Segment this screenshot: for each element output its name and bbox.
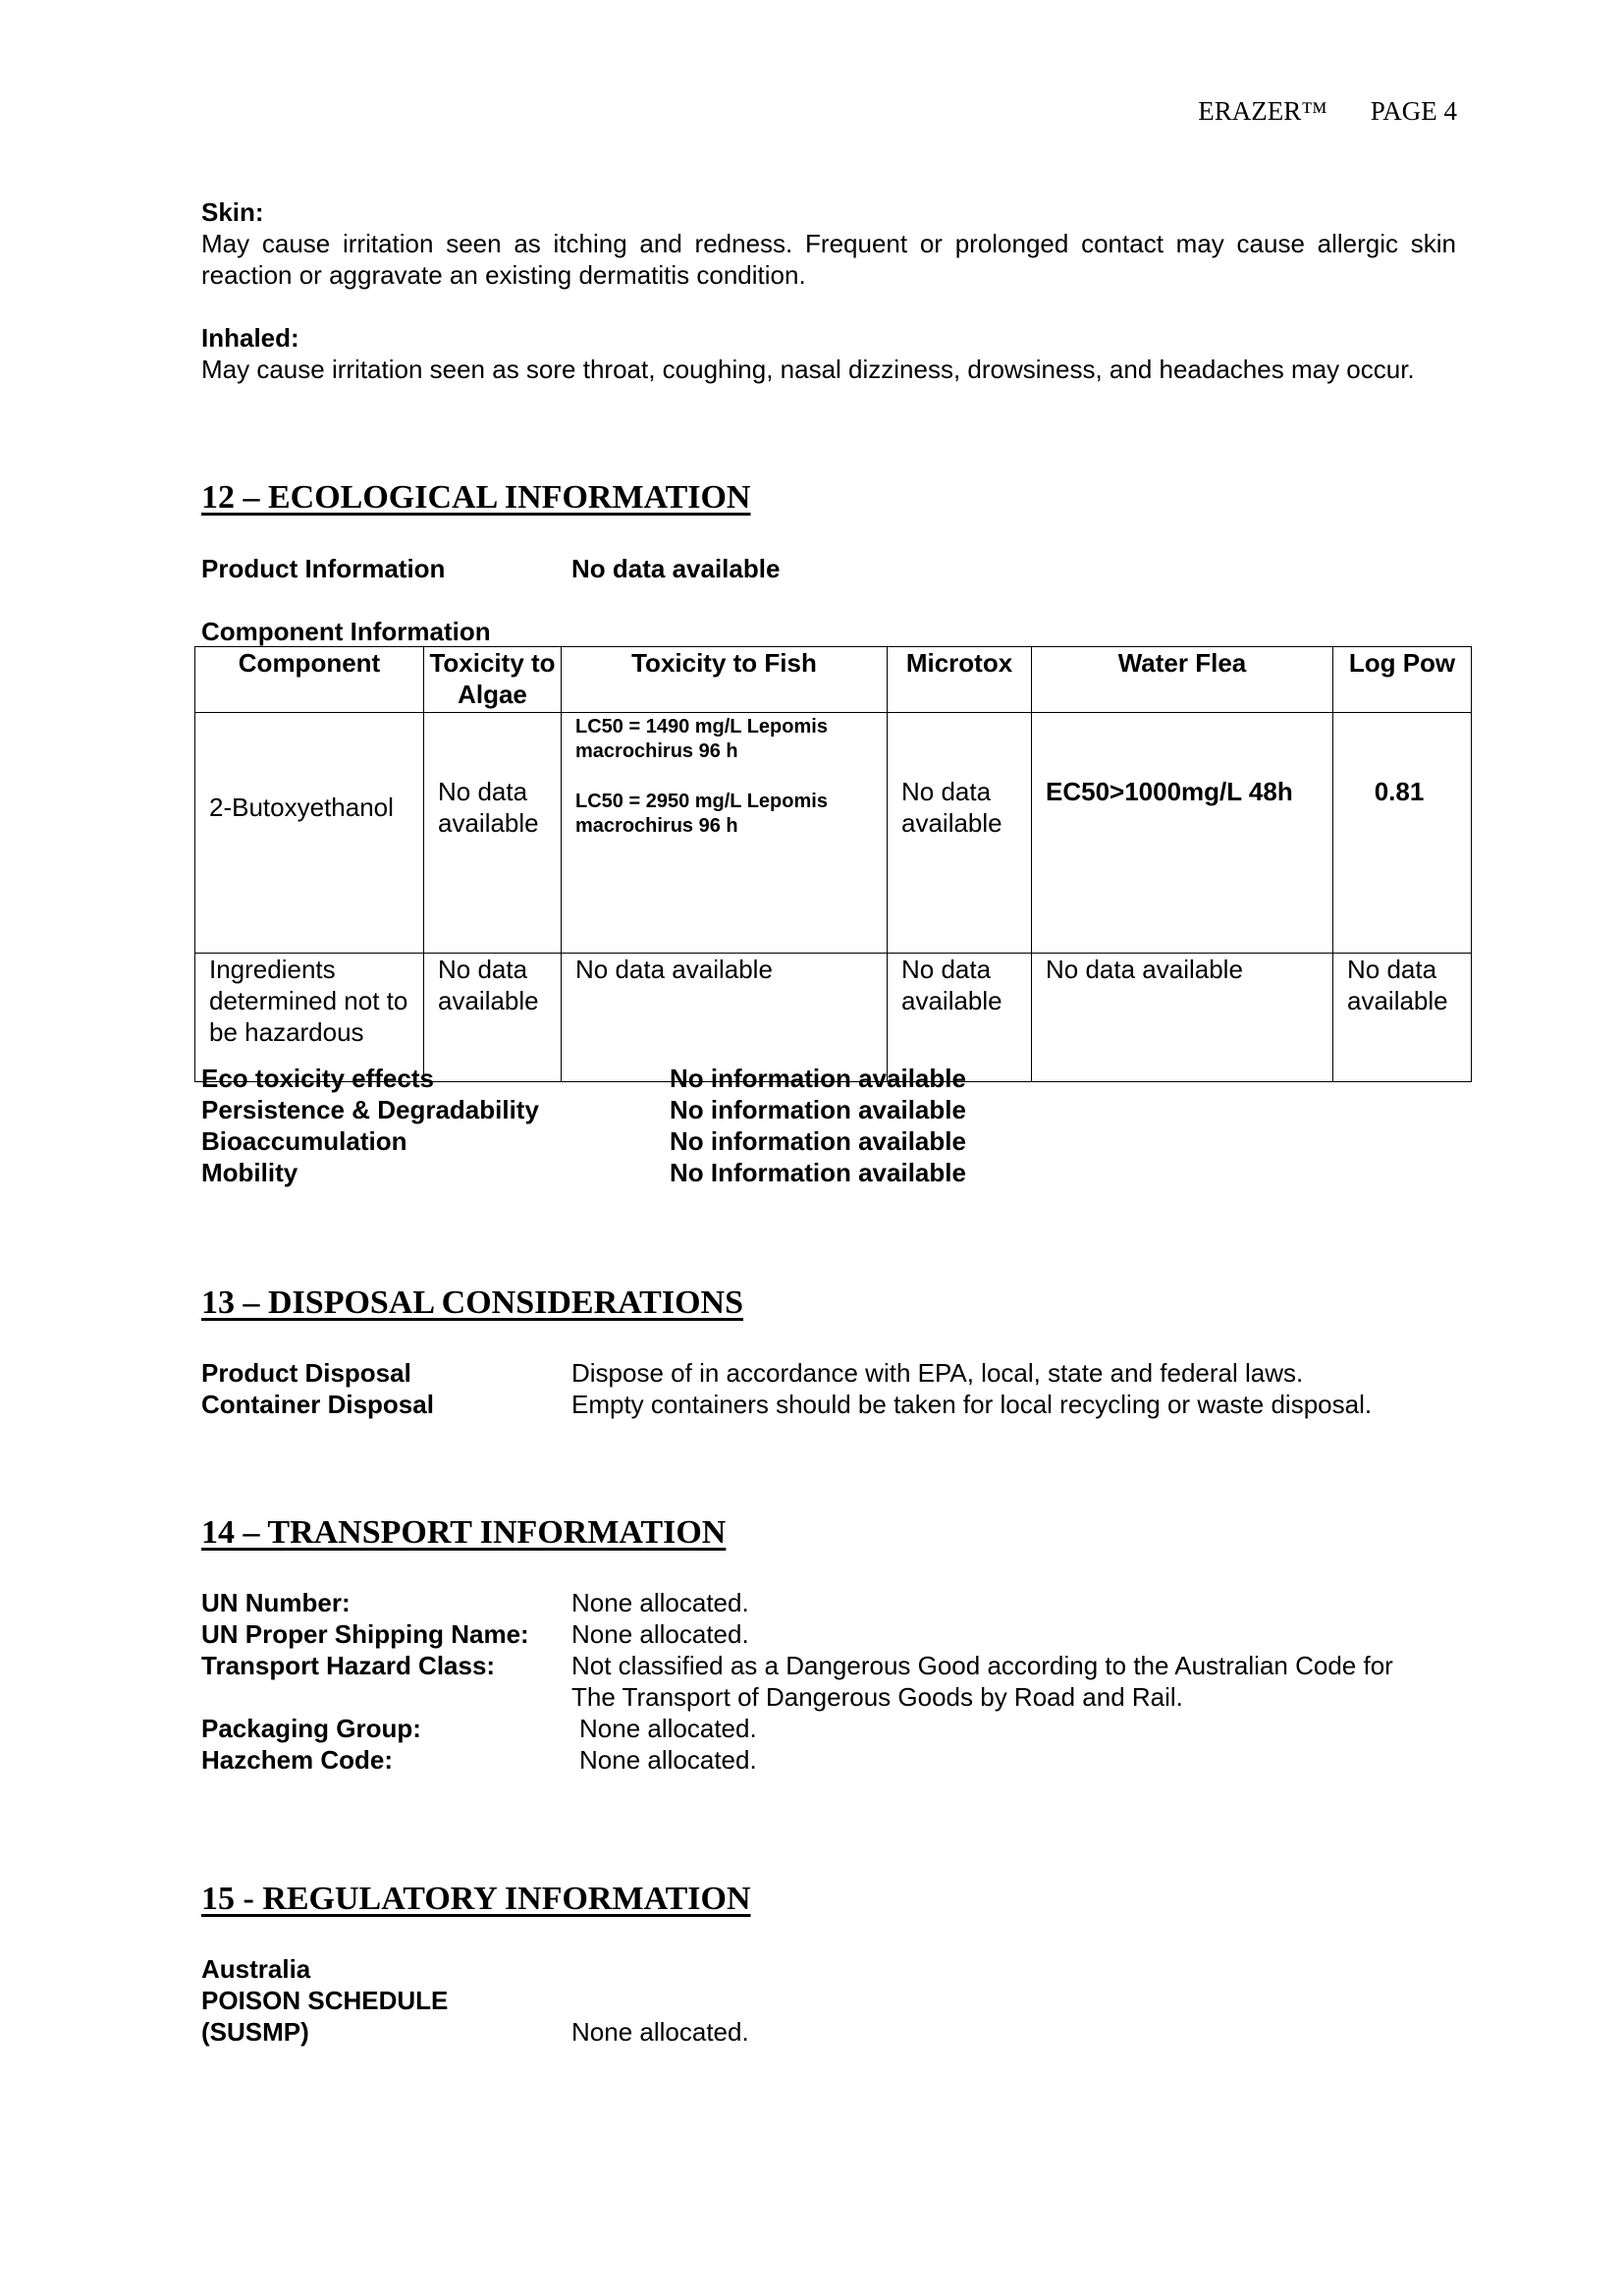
poison-schedule-label: POISON SCHEDULE [201,1986,449,2015]
inhaled-heading: Inhaled: [201,323,299,353]
cell-water-flea: EC50>1000mg/L 48h [1032,713,1333,954]
product-disposal-label: Product Disposal [201,1358,411,1388]
persistence-label: Persistence & Degradability [201,1095,539,1124]
poison-schedule-value: None allocated. [571,2017,749,2047]
shipping-name-label: UN Proper Shipping Name: [201,1619,529,1649]
product-disposal-value: Dispose of in accordance with EPA, local, state and federal laws. [571,1358,1304,1388]
skin-heading: Skin: [201,197,264,227]
cell-microtox: No data available [888,713,1032,954]
mobility-label: Mobility [201,1158,298,1187]
cell-log-pow: No data available [1333,954,1472,1082]
col-header-fish: Toxicity to Fish [562,647,888,713]
cell-component: 2-Butoxyethanol [195,713,424,954]
section-15-title: 15 - REGULATORY INFORMATION [201,1881,751,1917]
table-row [195,713,1472,954]
col-header-water-flea: Water Flea [1032,647,1333,713]
un-number-value: None allocated. [571,1588,749,1617]
packaging-group-value: None allocated. [579,1714,757,1743]
container-disposal-label: Container Disposal [201,1390,434,1419]
un-number-label: UN Number: [201,1588,351,1617]
page-header [1198,96,1457,127]
product-info-label: Product Information [201,554,446,583]
cell-component: Ingredients determined not to be hazardous [195,954,424,1082]
eco-toxicity-label: Eco toxicity effects [201,1064,434,1093]
component-info-label: Component Information [201,617,491,646]
fish-value-1: LC50 = 1490 mg/L Lepomis macrochirus 96 h [575,716,828,762]
cell-log-pow: 0.81 [1333,713,1472,954]
fish-value-2: LC50 = 2950 mg/L Lepomis macrochirus 96 h [575,791,828,837]
header-product: ERAZER™ [1198,96,1327,126]
hazard-class-label: Transport Hazard Class: [201,1651,496,1680]
section-13-title: 13 – DISPOSAL CONSIDERATIONS [201,1285,744,1321]
susmp-label: (SUSMP) [201,2017,309,2047]
section-12-title: 12 – ECOLOGICAL INFORMATION [201,479,751,516]
section-14-title: 14 – TRANSPORT INFORMATION [201,1514,727,1551]
cell-water-flea: No data available [1032,954,1333,1082]
skin-text: May cause irritation seen as itching and redness. Frequent or prolonged contact may cause allergic skin reaction or aggravate an existing dermatitis condition. [201,229,1456,290]
col-header-algae: Toxicity to Algae [424,647,562,713]
container-disposal-value: Empty containers should be taken for local recycling or waste disposal. [571,1390,1373,1419]
cell-algae: No data available [424,713,562,954]
country-label: Australia [201,1954,311,1984]
cell-fish: No data available [562,954,888,1082]
product-info-value: No data available [571,554,781,583]
mobility-value: No Information available [670,1158,966,1187]
col-header-component: Component [195,647,424,713]
component-table [194,646,1472,1082]
col-header-microtox: Microtox [888,647,1032,713]
inhaled-text: May cause irritation seen as sore throat, coughing, nasal dizziness, drowsiness, and headaches may occur. [201,355,1415,384]
header-page-number: PAGE 4 [1370,96,1457,126]
eco-toxicity-value: No information available [670,1064,966,1093]
hazard-class-value: Not classified as a Dangerous Good according to the Australian Code for [571,1651,1393,1680]
packaging-group-label: Packaging Group: [201,1714,421,1743]
col-header-log-pow: Log Pow [1333,647,1472,713]
hazchem-code-value: None allocated. [579,1745,757,1775]
cell-algae: No data available [424,954,562,1082]
persistence-value: No information available [670,1095,966,1124]
cell-fish [562,713,888,954]
hazard-class-value-line-2: The Transport of Dangerous Goods by Road and Rail. [571,1682,1183,1712]
hazchem-code-label: Hazchem Code: [201,1745,394,1775]
bioaccumulation-label: Bioaccumulation [201,1126,407,1156]
shipping-name-value: None allocated. [571,1619,749,1649]
cell-microtox: No data available [888,954,1032,1082]
table-header-row [195,647,1472,713]
bioaccumulation-value: No information available [670,1126,966,1156]
